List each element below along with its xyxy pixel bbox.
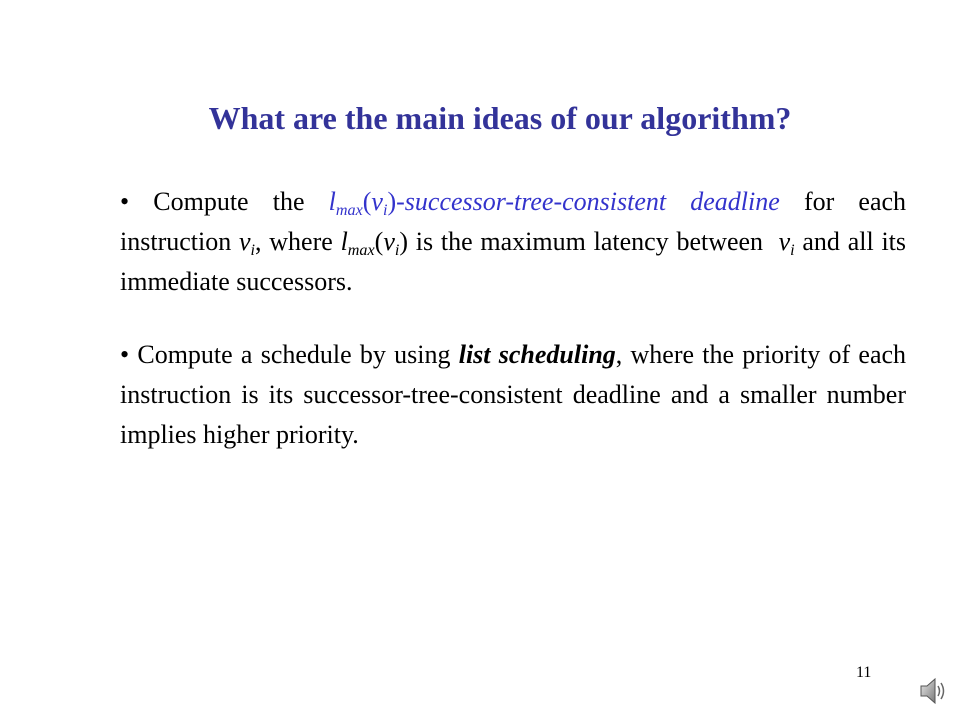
slide-title: What are the main ideas of our algorithm? bbox=[208, 100, 792, 136]
bullet-list-scheduling: • Compute a schedule by using list scheduling, where the priority of each instruction is its successor-tree-consistent deadline and a smaller number implies higher priority. bbox=[120, 340, 907, 449]
page-number: 11 bbox=[856, 664, 872, 681]
lmax-symbol: $l_{max}(v_i)$ bbox=[340, 227, 409, 259]
bullet-marker: • bbox=[120, 340, 130, 369]
bullet-deadline: • Compute the $l_{max}(v_i)-successor-tree$-consistent deadline for each instruction $v_i$, where $l_{max}(v_i)$ is the maximum latency between $v_i$ and all its immediate successors. bbox=[120, 187, 907, 296]
speaker-icon[interactable] bbox=[918, 675, 948, 707]
list-scheduling-term: list scheduling bbox=[458, 340, 616, 369]
bullet-marker: • bbox=[120, 187, 130, 216]
deadline-term: $l_{max}(v_i)-successor-tree$-consistent deadline bbox=[328, 187, 780, 219]
